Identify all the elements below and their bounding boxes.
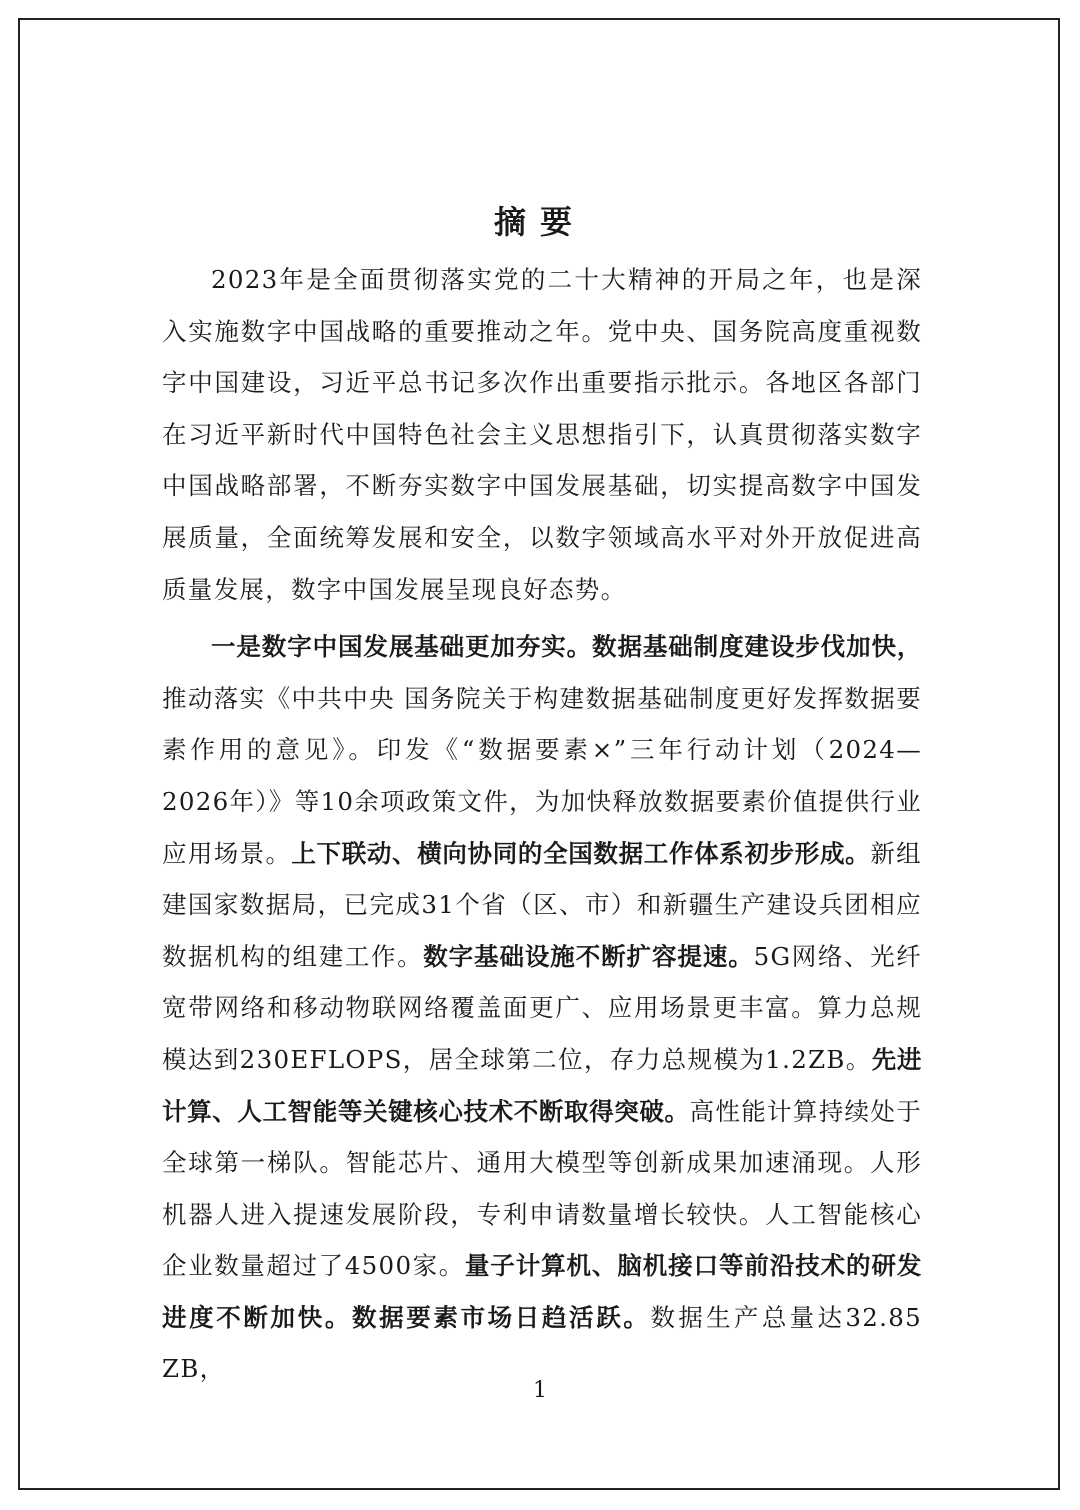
document-body	[162, 254, 922, 1395]
paragraph-intro: 2023年是全面贯彻落实党的二十大精神的开局之年，也是深入实施数字中国战略的重要推动之年。党中央、国务院高度重视数字中国建设，习近平总书记多次作出重要指示批示。各地区各部门在习近平新时代中国特色社会主义思想指引下，认真贯彻落实数字中国战略部署，不断夯实数字中国发展基础，切实提高数字中国发展质量，全面统筹发展和安全，以数字领域高水平对外开放促进高质量发展，数字中国发展呈现良好态势。	[162, 265, 922, 604]
highlight-text: 上下联动、横向协同的全国数据工作体系初步形成。	[291, 838, 871, 868]
body-sentence: 高性能计算持续处于全球第一梯队。智能芯片、通用大模型等创新成果加速涌现。人形机器人进入提速发展阶段，专利申请数量增长较快。人工智能核心企业数量超过了4500家。	[162, 1096, 922, 1281]
highlight-text: 先进计算、人工智能等关键核心技术不断取得突破。	[162, 1044, 923, 1126]
body-sentence: 推动落实《中共中央 国务院关于构建数据基础制度更好发挥数据要素作用的意见》。印发《“数据要素×”三年行动计划（2024—2026年）》等10余项政策文件，为加快释放数据要素价值提供行业应用场景。	[162, 683, 922, 868]
highlight-text: 数字基础设施不断扩容提速。	[423, 941, 754, 971]
page-title: 摘要	[493, 203, 586, 241]
highlight-text: 一是数字中国发展基础更加夯实。数据基础制度建设步伐加快，	[211, 632, 922, 662]
body-sentence: 5G网络、光纤宽带网络和移动物联网络覆盖面更广、应用场景更丰富。算力总规模达到230EFLOPS，居全球第二位，存力总规模为1.2ZB。	[162, 941, 922, 1074]
body-sentence: 数据生产总量达32.85 ZB，	[162, 1302, 922, 1384]
highlight-text: 量子计算机、脑机接口等前沿技术的研发进度不断加快。数据要素市场日趋活跃。	[162, 1251, 922, 1332]
paragraph-foundation	[162, 621, 922, 1395]
body-sentence: 新组建国家数据局，已完成31个省（区、市）和新疆生产建设兵团相应数据机构的组建工作。	[162, 838, 922, 971]
page-number: 1	[533, 1378, 547, 1403]
